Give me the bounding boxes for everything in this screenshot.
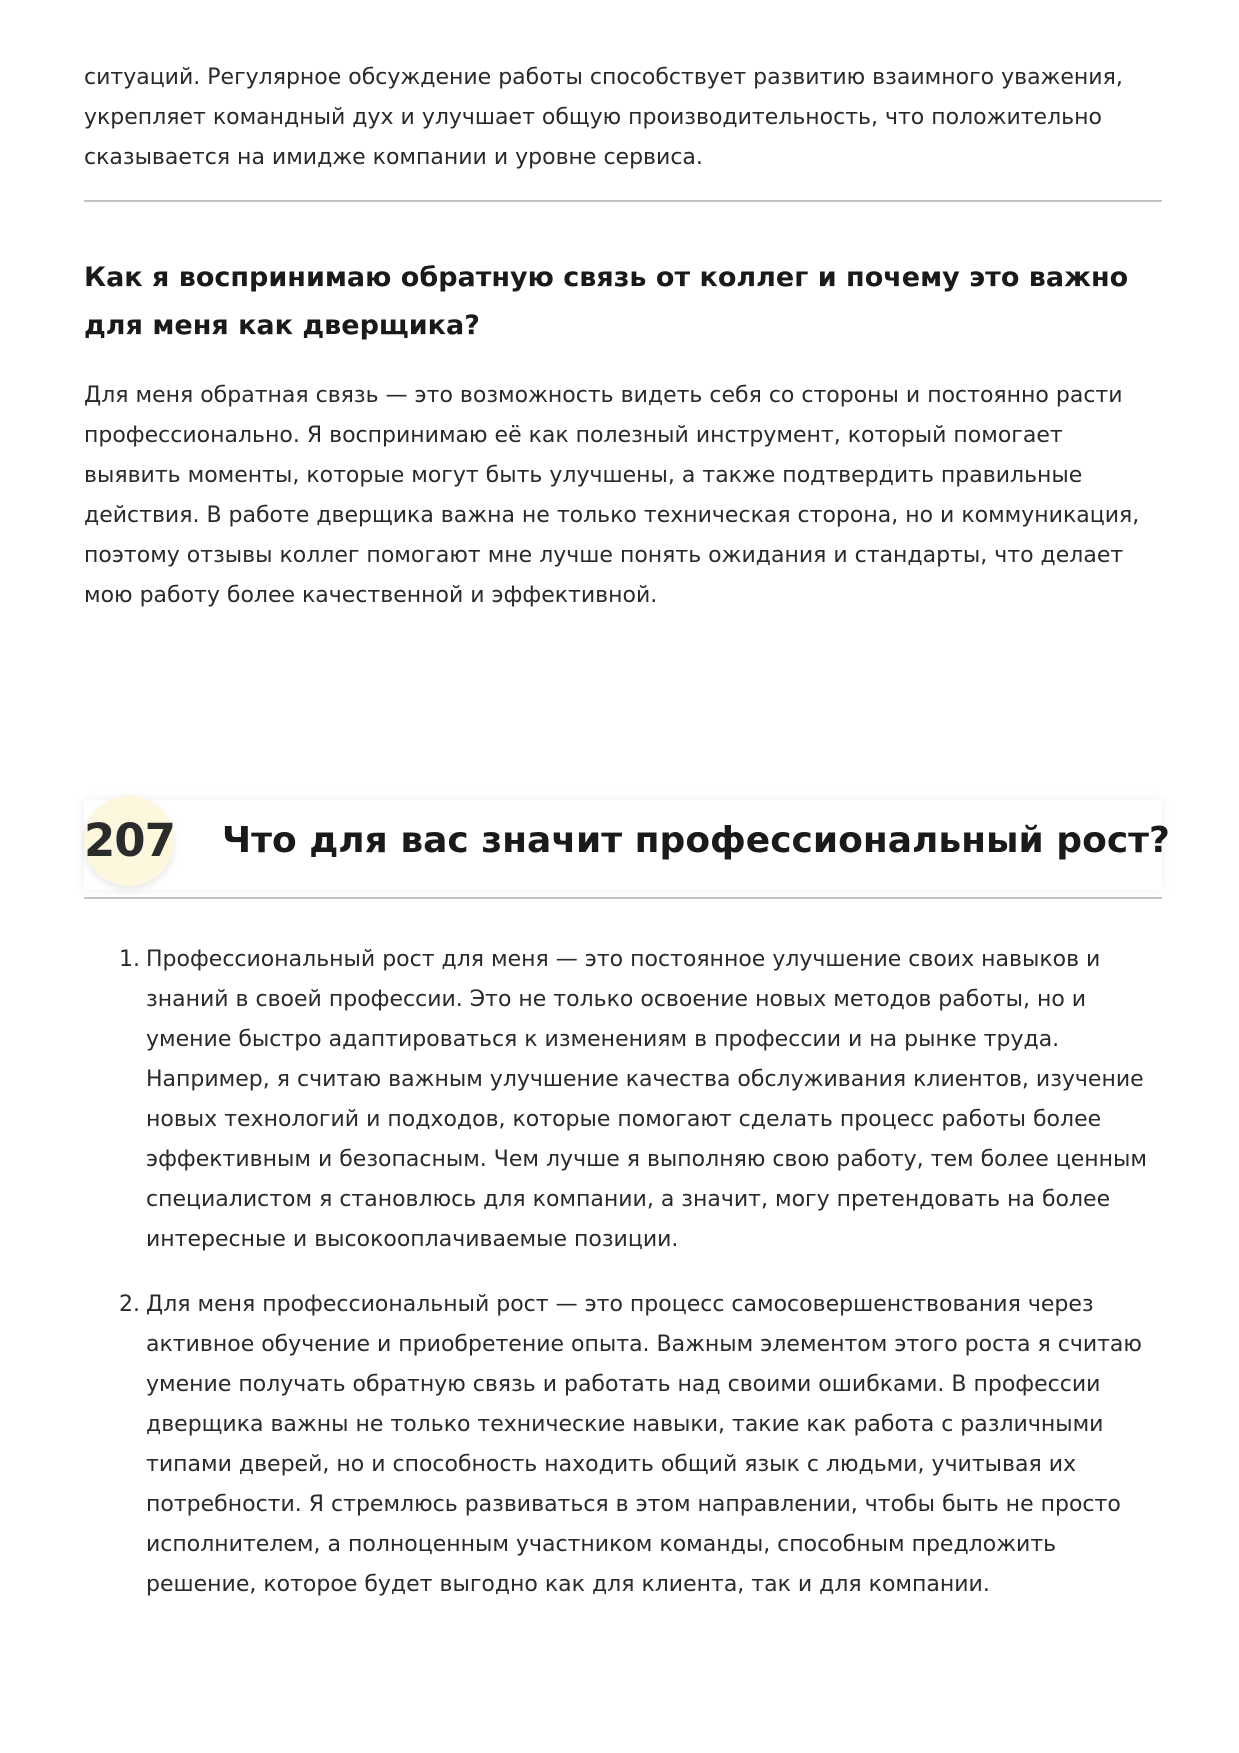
document-page	[84, 58, 1162, 616]
feedback-heading: Как я воспринимаю обратную связь от коллег и почему это важно для меня как дверщика?	[84, 262, 1129, 341]
answer-marker: 2.	[119, 1292, 140, 1317]
answer-item	[84, 940, 1162, 1260]
question-number-badge: 207	[84, 796, 174, 886]
answer-marker: 1.	[119, 947, 140, 972]
answer-item	[84, 1285, 1162, 1605]
question-divider	[84, 897, 1162, 899]
question-title: Что для вас значит профессиональный рост?	[222, 820, 1170, 861]
feedback-answer: Для меня обратная связь — это возможность видеть себя со стороны и постоянно расти профессионально. Я воспринимаю её как полезный инструмент, который помогает выявить моменты, которые могут быть улучшены, а также подтвердить правильные действия. В работе дверщика важна не только техническая сторона, но и коммуникация, поэтому отзывы коллег помогают мне лучше понять ожидания и стандарты, что делает мою работу более качественной и эффективной.	[84, 383, 1140, 608]
answer-text: Профессиональный рост для меня — это постоянное улучшение своих навыков и знаний в своей профессии. Это не только освоение новых методов работы, но и умение быстро адаптироваться к изменениям в профессии и на рынке труда. Например, я считаю важным улучшение качества обслуживания клиентов, изучение новых технологий и подходов, которые помогают сделать процесс работы более эффективным и безопасным. Чем лучше я выполняю свою работу, тем более ценным специалистом я становлюсь для компании, а значит, могу претендовать на более интересные и высокооплачиваемые позиции.	[146, 947, 1147, 1252]
answer-list	[84, 940, 1162, 1605]
intro-paragraph: ситуаций. Регулярное обсуждение работы способствует развитию взаимного уважения, укрепляет командный дух и улучшает общую производительность, что положительно сказывается на имидже компании и уровне сервиса.	[84, 65, 1123, 170]
answer-text: Для меня профессиональный рост — это процесс самосовершенствования через активное обучение и приобретение опыта. Важным элементом этого роста я считаю умение получать обратную связь и работать над своими ошибками. В профессии дверщика важны не только технические навыки, такие как работа с различными типами дверей, но и способность находить общий язык с людьми, учитывая их потребности. Я стремлюсь развиваться в этом направлении, чтобы быть не просто исполнителем, а полноценным участником команды, способным предложить решение, которое будет выгодно как для клиента, так и для компании.	[146, 1292, 1142, 1597]
section-divider	[84, 200, 1162, 202]
question-header	[84, 796, 1170, 894]
